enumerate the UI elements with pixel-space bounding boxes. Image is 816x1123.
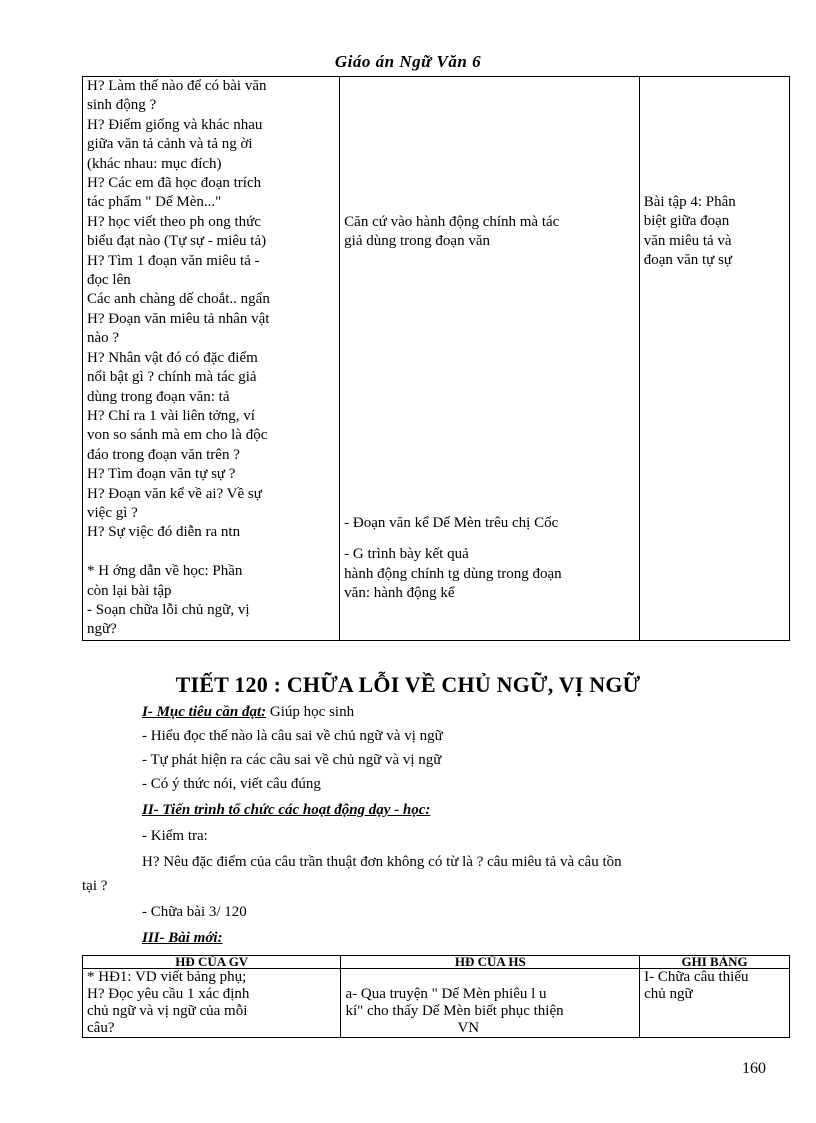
text-line: Căn cứ vào hành động chính mà tác	[344, 214, 560, 230]
text-line: Các anh chàng dế choắt.. ngẩn	[87, 291, 270, 308]
section-heading: I- Mục tiêu cần đạt:	[142, 704, 267, 720]
column-header: HĐ CỦA HS	[341, 956, 640, 969]
objective-item: - Tự phát hiện ra các câu sai về chủ ngữ và vị ngữ	[142, 752, 442, 768]
section-heading-text: III- Bài mới:	[142, 930, 223, 946]
text-line: tác phẩm " Dế Mèn..."	[87, 194, 222, 211]
section-heading	[142, 928, 223, 948]
text-line: - Đoạn văn kể Dế Mèn trêu chị Cốc	[344, 514, 559, 531]
section-heading	[142, 800, 430, 820]
teacher-activity-cell	[83, 969, 341, 1038]
text-line: H? Đọc yêu cầu 1 xác định	[87, 986, 250, 1002]
text-line: văn: hành động kể	[344, 585, 455, 602]
text-line: văn miêu tả và	[643, 232, 732, 249]
text-line: * H ớng dẫn về học: Phần	[87, 563, 243, 580]
text-line: H? Đoạn văn kể về ai? Về sự	[87, 485, 262, 502]
text-line: giữa văn tả cảnh và tả ng ời	[87, 136, 253, 153]
blank-line	[87, 543, 335, 562]
board-notes-cell	[640, 969, 790, 1038]
text-line: biểu đạt nào (Tự sự - miêu tả)	[87, 233, 267, 250]
text-line: nào ?	[87, 330, 120, 347]
text-line: H? Làm thế nào để có bài văn	[87, 78, 267, 94]
text-line: sinh động ?	[87, 97, 157, 114]
lesson-title: TIẾT 120 : CHỮA LỖI VỀ CHỦ NGỮ, VỊ NGỮ	[175, 672, 641, 697]
text-line: a- Qua truyện " Dế Mèn phiêu l u	[345, 986, 547, 1002]
text-line: VN	[457, 1020, 480, 1036]
text-line: I- Chữa câu thiếu	[644, 969, 749, 985]
text-line: H? Nhân vật đó có đặc điểm	[87, 349, 258, 366]
objectives-heading-line	[142, 702, 354, 722]
column-header: HĐ CỦA GV	[83, 956, 341, 969]
text-line: H? Đoạn văn miêu tả nhân vật	[87, 310, 270, 327]
text-line: H? Điểm giống và khác nhau	[87, 116, 263, 133]
text-line: nổi bật gì ? chính mà tác giả	[87, 369, 257, 386]
text-line: von so sánh mà em cho là độc	[87, 427, 268, 444]
text-line: câu?	[87, 1020, 115, 1036]
text-line: Bài tập 4: Phân	[643, 194, 736, 210]
text-line: biệt giữa đoạn	[643, 213, 730, 230]
homework-check-line: - Chữa bài 3/ 120	[142, 904, 247, 920]
question-line-continued: tại ?	[82, 878, 108, 894]
blank-line	[345, 969, 635, 986]
question-line: H? Nêu đặc điểm của câu trần thuật đơn không có từ là ? câu miêu tả và câu tồn	[142, 854, 622, 870]
text-line: đoạn văn tự sự	[643, 252, 733, 269]
text-line: H? học viết theo ph ong thức	[87, 213, 261, 230]
text-line: giả dùng trong đoạn văn	[344, 233, 490, 250]
lesson-table-1	[82, 76, 790, 641]
text-line: ngữ?	[87, 621, 117, 638]
section-heading-rest: Giúp học sinh	[266, 704, 355, 720]
text-line: H? Chỉ ra 1 vài liên tởng, ví	[87, 407, 255, 424]
student-activity-cell	[341, 969, 640, 1038]
teacher-activity-cell	[83, 77, 340, 641]
text-line: * HĐ1: VD viết bảng phụ;	[87, 969, 247, 985]
page-number: 160	[742, 1060, 766, 1077]
lesson-table-2	[82, 955, 790, 1038]
text-line: hành động chính tg dùng trong đoạn	[344, 565, 562, 582]
objective-item: - Hiểu đọc thế nào là câu sai về chủ ngữ và vị ngữ	[142, 728, 443, 744]
text-line: đáo trong đoạn văn trên ?	[87, 446, 240, 463]
board-notes-cell	[639, 77, 789, 641]
text-line: còn lại bài tập	[87, 582, 172, 599]
page-header: Giáo án Ngữ Văn 6	[334, 52, 482, 71]
text-line: kí" cho thấy Dế Mèn biết phục thiện	[345, 1003, 564, 1019]
text-line: H? Các em đã học đoạn trích	[87, 175, 262, 192]
text-line: H? Sự việc đó diễn ra ntn	[87, 524, 241, 541]
text-line: H? Tìm 1 đoạn văn miêu tả -	[87, 252, 260, 269]
text-line: H? Tìm đoạn văn tự sự ?	[87, 466, 236, 483]
text-line: - Soạn chữa lỗi chủ ngữ, vị	[87, 601, 250, 618]
text-line: dùng trong đoạn văn: tả	[87, 388, 230, 405]
text-line: việc gì ?	[87, 504, 138, 521]
text-line: chủ ngữ	[644, 986, 693, 1002]
text-line: chủ ngữ và vị ngữ của mỗi	[87, 1003, 248, 1019]
text-line: (khác nhau: mục đích)	[87, 155, 222, 172]
objective-item: - Có ý thức nói, viết câu đúng	[142, 776, 321, 792]
section-heading-text: II- Tiến trình tổ chức các hoạt động dạy - học:	[142, 802, 431, 818]
student-activity-cell	[340, 77, 640, 641]
check-line: - Kiểm tra:	[142, 828, 208, 844]
column-header: GHI BẢNG	[640, 956, 790, 969]
text-line: - G trình bày kết quả	[344, 546, 469, 563]
text-line: đọc lên	[87, 272, 131, 289]
